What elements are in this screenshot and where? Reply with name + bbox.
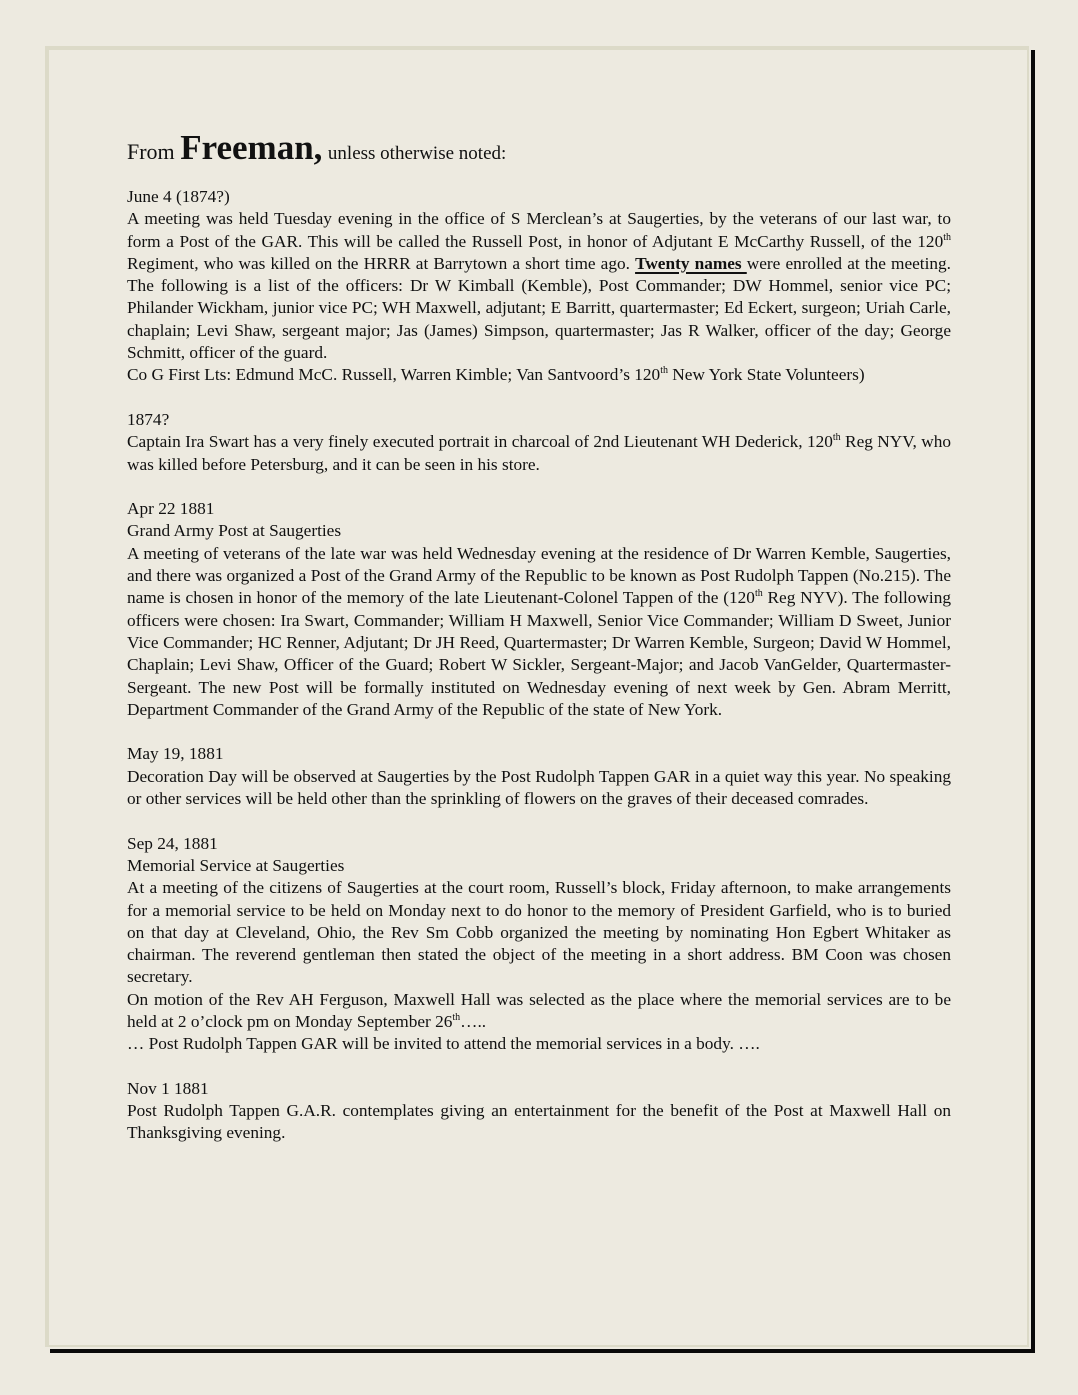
ordinal-suffix: th: [832, 432, 841, 444]
paragraph-text: Reg NYV, who was killed before Petersburg, and it can be seen in his store.: [127, 432, 951, 474]
entry-paragraph: [127, 989, 951, 1034]
entry-date: May 19, 1881: [127, 744, 224, 764]
entry-paragraph: [127, 208, 951, 364]
heading-note: unless otherwise noted:: [327, 143, 507, 164]
heading-newspaper: Freeman,: [180, 128, 323, 167]
entry-apr-1881: [127, 498, 951, 721]
entry-date: Apr 22 1881: [127, 499, 215, 519]
ordinal-suffix: th: [452, 1011, 461, 1023]
entry-may-1881: [127, 743, 951, 810]
heading-from: From: [127, 139, 175, 164]
paragraph-text: Co G First Lts: Edmund McC. Russell, Warren Kimble; Van Santvoord’s 120: [127, 365, 661, 385]
entry-date: 1874?: [127, 409, 170, 429]
entry-sep-1881: [127, 833, 951, 1056]
entry-1874: [127, 409, 951, 476]
entry-paragraph: … Post Rudolph Tappen GAR will be invited to attend the memorial services in a body. ….: [127, 1034, 760, 1054]
paragraph-text: Regiment, who was killed on the HRRR at Barrytown a short time ago.: [127, 253, 636, 273]
ordinal-suffix: th: [943, 231, 951, 243]
entry-june-1874: [127, 186, 951, 387]
entry-date: Nov 1 1881: [127, 1078, 209, 1098]
entry-paragraph: [127, 543, 951, 721]
frame-shadow-bottom: [50, 1349, 1035, 1353]
paragraph-text: were enrolled at the meeting. The following is a list of the officers: Dr W Kimball (Kemble), Post Commander; DW Hommel, senior vice PC; Philander Wickham, junior vice PC; WH Maxwell, adjutant; E Barritt, quartermaster; Ed Eckert, surgeon; Uriah Carle, chaplain; Levi Shaw, sergeant major; Jas (James) Simpson, quartermaster; Jas R Walker, officer of the day; George Schmitt, officer of the guard.: [127, 253, 951, 363]
entry-date: June 4 (1874?): [127, 187, 230, 206]
entry-paragraph: At a meeting of the citizens of Saugerties at the court room, Russell’s block, Friday afternoon, to make arrangements for a memorial service to be held on Monday next to do honor to the memory of President Garfield, who is to buried on that day at Cleveland, Ohio, the Rev Sm Cobb organized the meeting by nominating Hon Egbert Whitaker as chairman. The reverend gentleman then stated the object of the meeting in a short address. BM Coon was chosen secretary.: [127, 878, 951, 987]
entry-paragraph: [127, 431, 951, 476]
emphasized-text: Twenty names: [635, 253, 747, 273]
paragraph-text: A meeting of veterans of the late war was held Wednesday evening at the residence of Dr Warren Kemble, Saugerties, and there was organized a Post of the Grand Army of the Republic to be known as Post Rudolph Tappen (No.215). The name is chosen in honor of the memory of the late Lieutenant-Colonel Tappen of the (120: [127, 543, 951, 608]
paragraph-text: On motion of the Rev AH Ferguson, Maxwell Hall was selected as the place where the memorial services are to be held at 2 o’clock pm on Monday September 26: [127, 989, 951, 1031]
paragraph-text: A meeting was held Tuesday evening in the office of S Merclean’s at Saugerties, by the veterans of our last war, to form a Post of the GAR. This will be called the Russell Post, in honor of Adjutant E McCarthy Russell, of the 120: [127, 209, 951, 251]
ordinal-suffix: th: [754, 588, 763, 600]
entry-paragraph: [127, 364, 951, 386]
entry-title: Memorial Service at Saugerties: [127, 855, 345, 875]
paragraph-text: …..: [460, 1011, 487, 1031]
ordinal-suffix: th: [660, 365, 668, 377]
page-heading: [127, 128, 951, 174]
frame-shadow-right: [1031, 50, 1035, 1353]
entry-paragraph: Post Rudolph Tappen G.A.R. contemplates giving an entertainment for the benefit of the Post at Maxwell Hall on Thanksgiving evening.: [127, 1101, 951, 1143]
paragraph-text: New York State Volunteers): [667, 365, 865, 385]
paragraph-text: Reg NYV). The following officers were chosen: Ira Swart, Commander; William H Maxwell, Senior Vice Commander; William D Sweet, Junior Vice Commander; HC Renner, Adjutant; Dr JH Reed, Quartermaster; Dr Warren Kemble, Surgeon; David W Hommel, Chaplain; Levi Shaw, Officer of the Guard; Robert W Sickler, Sergeant-Major; and Jacob VanGelder, Quartermaster-Sergeant. The new Post will be formally instituted on Wednesday evening of next week by Gen. Abram Merritt, Department Commander of the Grand Army of the Republic of the state of New York.: [127, 588, 952, 719]
entry-date: Sep 24, 1881: [127, 833, 218, 853]
entry-paragraph: Decoration Day will be observed at Saugerties by the Post Rudolph Tappen GAR in a quiet way this year. No speaking or other services will be held other than the sprinkling of flowers on the graves of their deceased comrades.: [127, 766, 951, 809]
entry-nov-1881: [127, 1078, 951, 1145]
document-body: [127, 128, 951, 1167]
entry-title: Grand Army Post at Saugerties: [127, 521, 342, 541]
paragraph-text: Captain Ira Swart has a very finely executed portrait in charcoal of 2nd Lieutenant WH Dederick, 120: [127, 432, 833, 452]
